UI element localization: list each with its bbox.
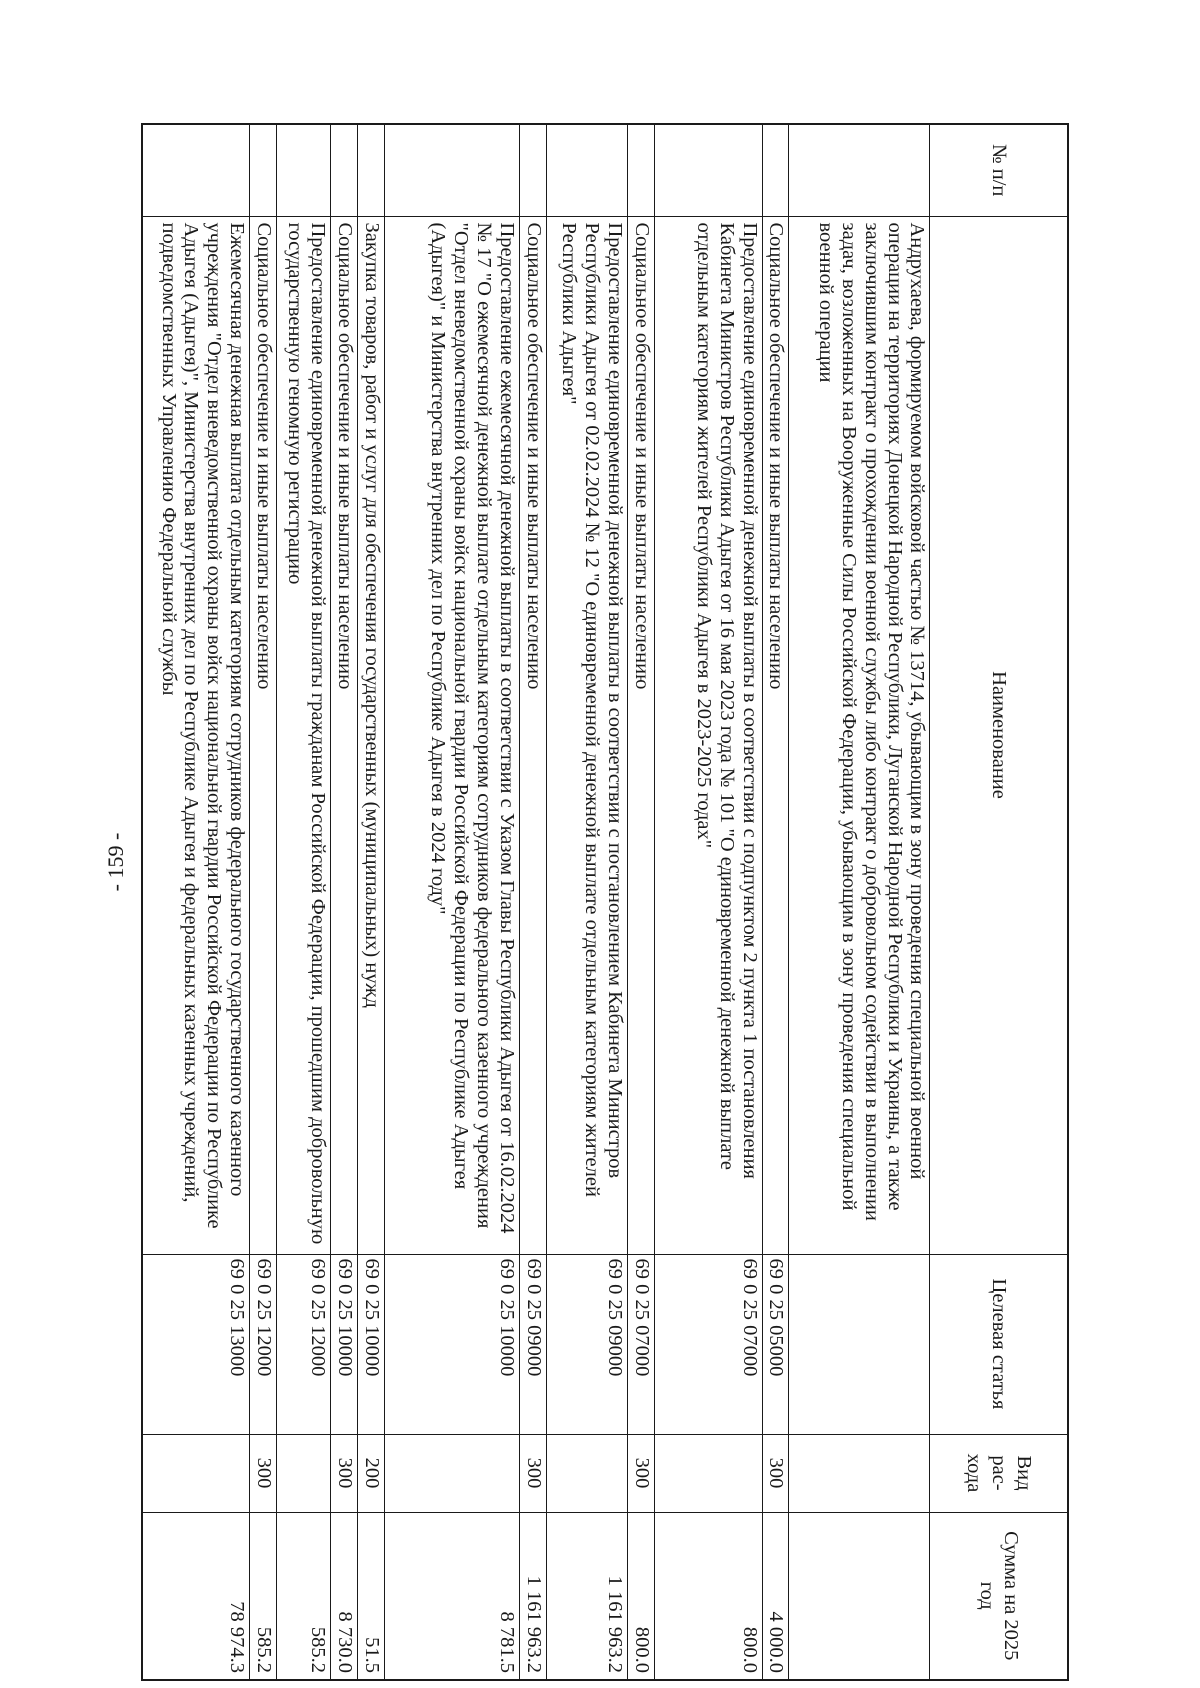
budget-table	[141, 123, 1069, 1681]
row-amount: 1 161 963.2	[519, 1512, 546, 1680]
row-expense-type: 300	[331, 1434, 358, 1512]
row-number	[358, 124, 385, 216]
row-target-article: 69 0 25 07000	[654, 1254, 762, 1434]
table-header	[930, 124, 1068, 1680]
row-target-article: 69 0 25 09000	[546, 1254, 627, 1434]
row-name: Предоставление единовременной денежной выплаты в соответствии с постановлением Кабинета Министров Республики Адыгея от 02.02.2024 № 12 "О единовременной денежной выплате отдельным категориям жителей Республики Адыгея"	[546, 216, 627, 1254]
table-body	[142, 124, 930, 1680]
table-row	[519, 124, 546, 1680]
row-name: Ежемесячная денежная выплата отдельным категориям сотрудников федерального государственного казенного учреждения "Отдел вневедомственной охраны войск национальной гвардии Российской Федерации по Республике Адыгея (Адыгея)", Министерства внутренних дел по Республике Адыгея и федеральных казенных учреждений, подведомственных Управлению Федеральной службы	[142, 216, 250, 1254]
row-expense-type	[142, 1434, 250, 1512]
row-expense-type: 200	[358, 1434, 385, 1512]
row-expense-type	[277, 1434, 331, 1512]
row-target-article: 69 0 25 09000	[519, 1254, 546, 1434]
row-expense-type: 300	[250, 1434, 277, 1512]
row-name: Социальное обеспечение и иные выплаты населению	[627, 216, 654, 1254]
row-amount: 4 000.0	[762, 1512, 789, 1680]
table-row	[789, 124, 930, 1680]
row-amount	[789, 1512, 930, 1680]
row-expense-type	[385, 1434, 520, 1512]
row-amount: 800.0	[627, 1512, 654, 1680]
row-target-article: 69 0 25 10000	[331, 1254, 358, 1434]
row-number	[331, 124, 358, 216]
row-number	[627, 124, 654, 216]
row-expense-type	[789, 1434, 930, 1512]
table-row	[762, 124, 789, 1680]
table-row	[358, 124, 385, 1680]
row-amount: 585.2	[277, 1512, 331, 1680]
row-number	[762, 124, 789, 216]
table-row	[277, 124, 331, 1680]
row-name: Социальное обеспечение и иные выплаты населению	[250, 216, 277, 1254]
row-number	[250, 124, 277, 216]
header-number: № п/п	[930, 124, 1068, 216]
row-number	[654, 124, 762, 216]
row-target-article: 69 0 25 05000	[762, 1254, 789, 1434]
row-amount: 585.2	[250, 1512, 277, 1680]
row-expense-type: 300	[519, 1434, 546, 1512]
row-target-article: 69 0 25 13000	[142, 1254, 250, 1434]
table-row	[331, 124, 358, 1680]
row-expense-type	[654, 1434, 762, 1512]
row-name: Андрухаева, формируемом войсковой частью № 13714, убывающим в зону проведения специальной военной операции на территориях Донецкой Народной Республики, Луганской Народной Республики и Украины, а также заключившим контракт о прохождении военной службы либо контракт о добровольном содействии в выполнении задач, возложенных на Вооруженные Силы Российской Федерации, убывающим в зону проведения специальной военной операции	[789, 216, 930, 1254]
row-amount: 8 781.5	[385, 1512, 520, 1680]
row-name: Предоставление единовременной денежной выплаты в соответствии с подпунктом 2 пункта 1 постановления Кабинета Министров Республики Адыгея от 16 мая 2023 года № 101 "О единовременной денежной выплате отдельным категориям жителей Республики Адыгея в 2023-2025 годах"	[654, 216, 762, 1254]
row-name: Предоставление ежемесячной денежной выплаты в соответствии с Указом Главы Республики Адыгея от 16.02.2024 № 17 "О ежемесячной денежной выплате отдельным категориям сотрудников федерального казенного учреждения "Отдел вневедомственной охраны войск национальной гвардии Российской Федерации по Республике Адыгея (Адыгея)" и Министерства внутренних дел по Республике Адыгея в 2024 году"	[385, 216, 520, 1254]
table-row	[250, 124, 277, 1680]
header-amount: Сумма на 2025 год	[930, 1512, 1068, 1680]
row-amount: 8 730.0	[331, 1512, 358, 1680]
row-expense-type: 300	[627, 1434, 654, 1512]
budget-table-container	[141, 123, 1069, 1679]
table-row	[627, 124, 654, 1680]
row-target-article: 69 0 25 10000	[385, 1254, 520, 1434]
table-row	[142, 124, 250, 1680]
row-number	[546, 124, 627, 216]
table-row	[654, 124, 762, 1680]
page-number: - 159 -	[103, 832, 128, 892]
row-number	[142, 124, 250, 216]
table-row	[385, 124, 520, 1680]
header-expense-type: Вид рас-хода	[930, 1434, 1068, 1512]
row-target-article	[789, 1254, 930, 1434]
row-expense-type: 300	[762, 1434, 789, 1512]
row-number	[277, 124, 331, 216]
header-target-article: Целевая статья	[930, 1254, 1068, 1434]
row-name: Предоставление единовременной денежной выплаты гражданам Российской Федерации, прошедшим добровольную государственную геномную регистрацию	[277, 216, 331, 1254]
row-amount: 800.0	[654, 1512, 762, 1680]
row-target-article: 69 0 25 07000	[627, 1254, 654, 1434]
row-name: Социальное обеспечение и иные выплаты населению	[331, 216, 358, 1254]
row-amount: 78 974.3	[142, 1512, 250, 1680]
table-row	[546, 124, 627, 1680]
row-target-article: 69 0 25 10000	[358, 1254, 385, 1434]
row-target-article: 69 0 25 12000	[250, 1254, 277, 1434]
header-name: Наименование	[930, 216, 1068, 1254]
row-number	[385, 124, 520, 216]
row-target-article: 69 0 25 12000	[277, 1254, 331, 1434]
row-number	[519, 124, 546, 216]
row-name: Закупка товаров, работ и услуг для обеспечения государственных (муниципальных) нужд	[358, 216, 385, 1254]
row-name: Социальное обеспечение и иные выплаты населению	[519, 216, 546, 1254]
row-number	[789, 124, 930, 216]
row-expense-type	[546, 1434, 627, 1512]
row-amount: 51.5	[358, 1512, 385, 1680]
row-amount: 1 161 963.2	[546, 1512, 627, 1680]
row-name: Социальное обеспечение и иные выплаты населению	[762, 216, 789, 1254]
